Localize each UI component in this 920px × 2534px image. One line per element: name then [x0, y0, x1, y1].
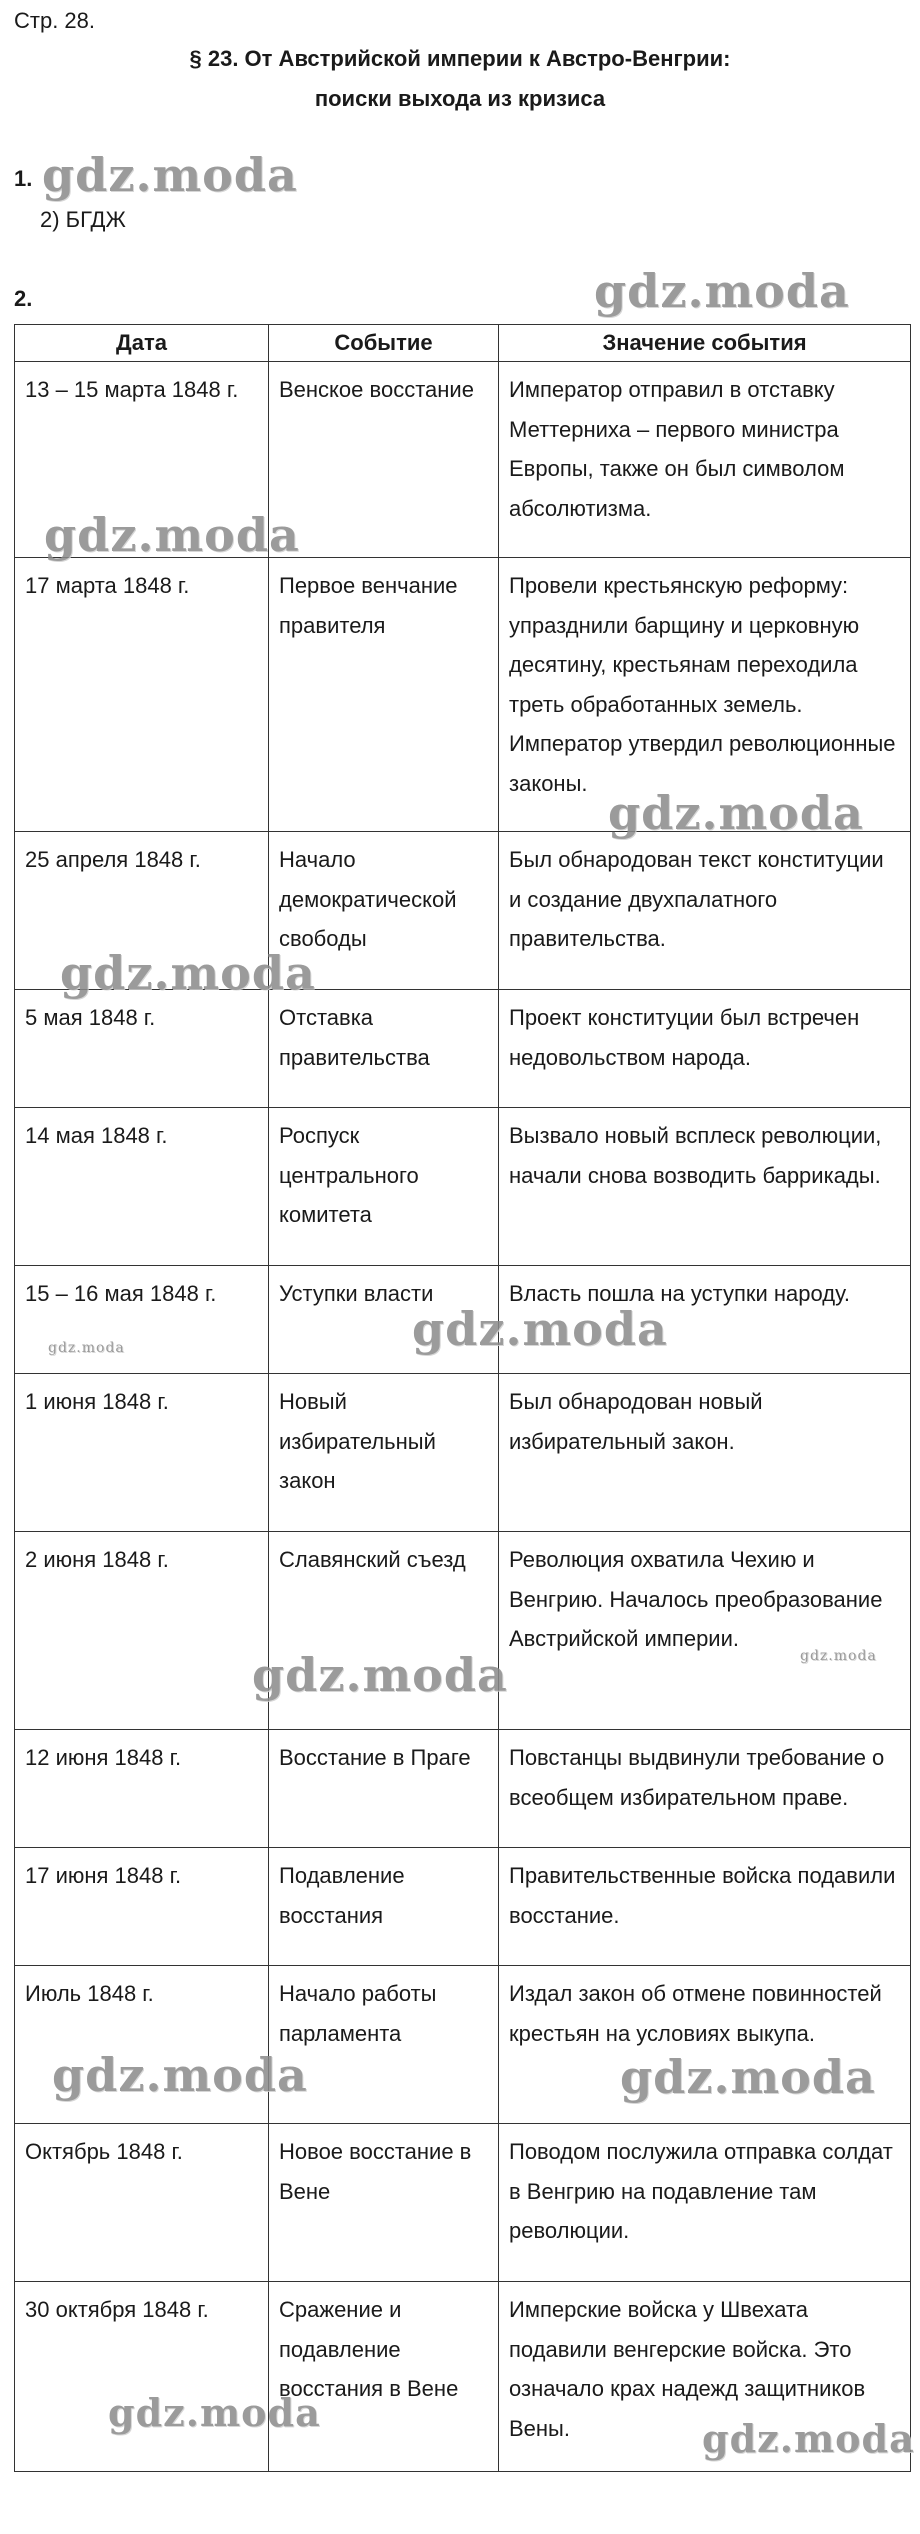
cell-meaning: Проект конституции был встречен недовольством народа. — [499, 990, 911, 1108]
cell-event: Первое венчание правителя — [269, 558, 499, 832]
watermark: gdz.moda — [52, 2048, 308, 2102]
table-row — [15, 1108, 911, 1266]
cell-meaning: Повстанцы выдвинули требование о всеобщем избирательном праве. — [499, 1730, 911, 1848]
cell-meaning: Правительственные войска подавили восстание. — [499, 1848, 911, 1966]
cell-date: 25 апреля 1848 г. — [15, 832, 269, 990]
task-2-number: 2. — [14, 286, 33, 311]
cell-event: Новый избирательный закон — [269, 1374, 499, 1532]
cell-date: Октябрь 1848 г. — [15, 2124, 269, 2282]
header-event: Событие — [269, 325, 499, 362]
watermark: gdz.moda — [412, 1302, 668, 1356]
header-meaning: Значение события — [499, 325, 911, 362]
cell-date: 5 мая 1848 г. — [15, 990, 269, 1108]
cell-date: 17 марта 1848 г. — [15, 558, 269, 832]
cell-event: Начало демократической свободы — [269, 832, 499, 990]
task-1-number: 1. — [14, 166, 33, 191]
header-date: Дата — [15, 325, 269, 362]
cell-event: Новое восстание в Вене — [269, 2124, 499, 2282]
task-1-answer: 2) БГДЖ — [40, 207, 126, 232]
watermark: gdz.moda — [44, 508, 300, 562]
cell-event: Восстание в Праге — [269, 1730, 499, 1848]
table-row — [15, 1374, 911, 1532]
cell-meaning: Имперские войска у Швехата подавили венгерские войска. Это означало крах надежд защитников Вены. — [499, 2282, 911, 2472]
section-title-line-2: поиски выхода из кризиса — [314, 86, 606, 111]
cell-meaning: Поводом послужила отправка солдат в Венгрию на подавление там революции. — [499, 2124, 911, 2282]
watermark: gdz.moda — [702, 2416, 915, 2461]
table-header-row — [15, 325, 911, 362]
watermark: gdz.moda — [800, 1648, 877, 1664]
table-row — [15, 990, 911, 1108]
events-table — [14, 324, 911, 2472]
watermark: gdz.moda — [252, 1648, 508, 1702]
cell-date: 1 июня 1848 г. — [15, 1374, 269, 1532]
watermark: gdz.moda — [620, 2050, 876, 2104]
section-title-line-1: § 23. От Австрийской империи к Австро-Венгрии: — [189, 46, 731, 71]
watermark: gdz.moda — [48, 1340, 125, 1356]
cell-date: 30 октября 1848 г. — [15, 2282, 269, 2472]
cell-event: Славянский съезд — [269, 1532, 499, 1730]
cell-event: Уступки власти — [269, 1266, 499, 1374]
cell-meaning: Издал закон об отмене повинностей крестьян на условиях выкупа. — [499, 1966, 911, 2124]
cell-date: 14 мая 1848 г. — [15, 1108, 269, 1266]
table-row — [15, 1730, 911, 1848]
watermark: gdz.moda — [42, 148, 298, 202]
cell-meaning: Император отправил в отставку Меттерниха – первого министра Европы, также он был символом абсолютизма. — [499, 362, 911, 558]
watermark: gdz.moda — [594, 264, 850, 318]
table-row — [15, 1848, 911, 1966]
cell-date: 2 июня 1848 г. — [15, 1532, 269, 1730]
cell-event: Венское восстание — [269, 362, 499, 558]
cell-meaning: Власть пошла на уступки народу. — [499, 1266, 911, 1374]
cell-event: Сражение и подавление восстания в Вене — [269, 2282, 499, 2472]
cell-meaning: Революция охватила Чехию и Венгрию. Началось преобразование Австрийской империи. — [499, 1532, 911, 1730]
cell-date: 12 июня 1848 г. — [15, 1730, 269, 1848]
cell-event: Роспуск центрального комитета — [269, 1108, 499, 1266]
cell-event: Отставка правительства — [269, 990, 499, 1108]
cell-date: Июль 1848 г. — [15, 1966, 269, 2124]
cell-event: Подавление восстания — [269, 1848, 499, 1966]
cell-date: 15 – 16 мая 1848 г. — [15, 1266, 269, 1374]
cell-meaning: Вызвало новый всплеск революции, начали снова возводить баррикады. — [499, 1108, 911, 1266]
cell-meaning: Был обнародован новый избирательный закон. — [499, 1374, 911, 1532]
page-reference: Стр. 28. — [14, 8, 96, 33]
watermark: gdz.moda — [108, 2390, 321, 2435]
table-row — [15, 2124, 911, 2282]
watermark: gdz.moda — [608, 786, 864, 840]
cell-date: 17 июня 1848 г. — [15, 1848, 269, 1966]
cell-meaning: Провели крестьянскую реформу: упразднили барщину и церковную десятину, крестьянам переходила треть обработанных земель. Император утвердил революционные законы. — [499, 558, 911, 832]
cell-date: 13 – 15 марта 1848 г. — [15, 362, 269, 558]
watermark: gdz.moda — [60, 946, 316, 1000]
cell-meaning: Был обнародован текст конституции и создание двухпалатного правительства. — [499, 832, 911, 990]
cell-event: Начало работы парламента — [269, 1966, 499, 2124]
